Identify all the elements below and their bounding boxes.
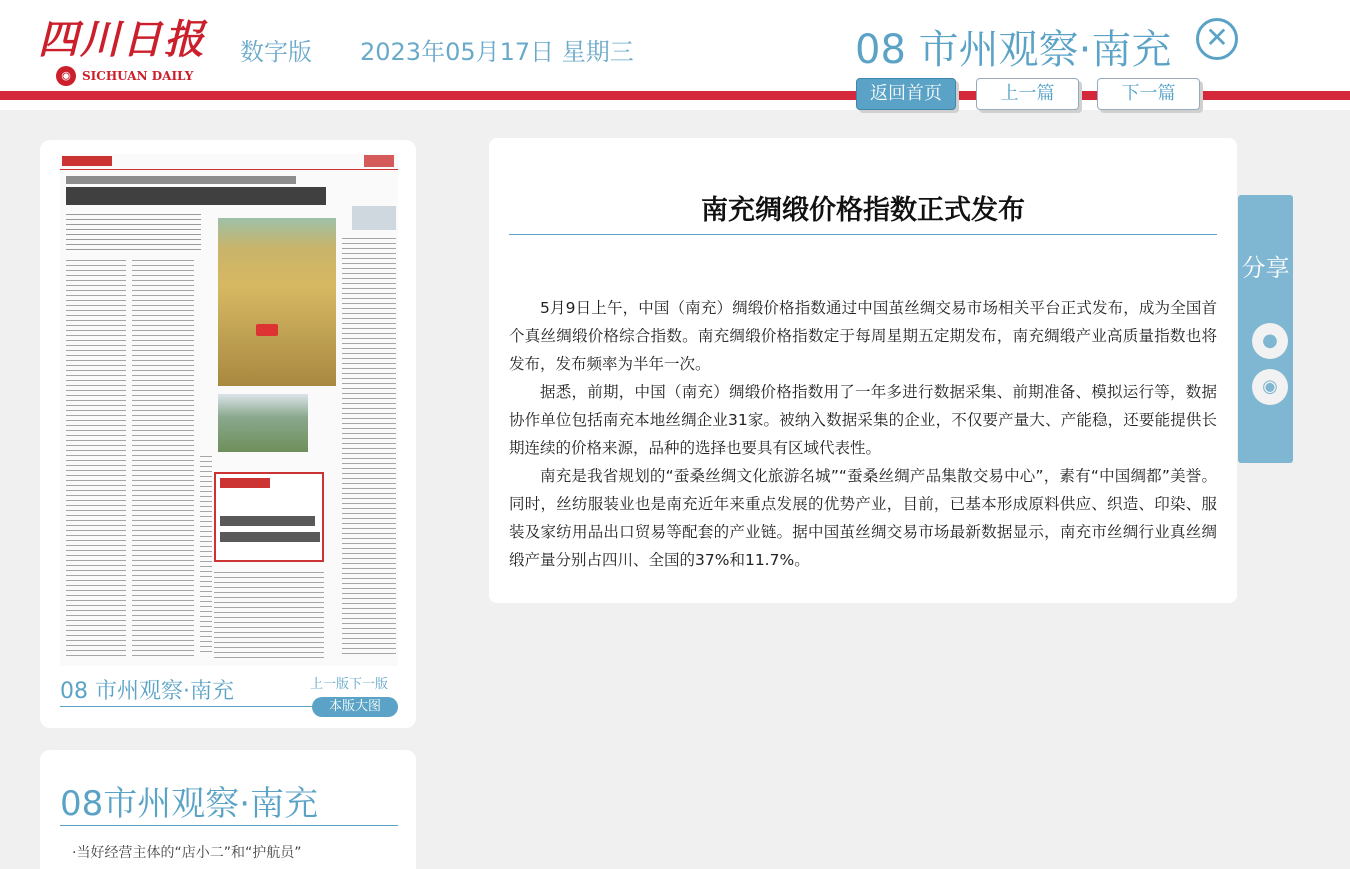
close-icon[interactable]: ✕ <box>1196 18 1238 60</box>
page-thumbnail-card <box>40 140 416 728</box>
logo-english-row <box>56 66 193 86</box>
section-title: 08 市州观察·南充 <box>855 27 1172 73</box>
article-list-divider <box>60 825 398 826</box>
article-list-card <box>40 750 416 869</box>
article-paragraph: 据悉，前期，中国（南充）绸缎价格指数用了一年多进行数据采集、前期准备、模拟运行等，数据协作单位包括南充本地丝绸企业31家。被纳入数据采集的企业，不仅要产量大、产能稳，还要能提供长期连续的价格来源，品种的选择也要具有区域代表性。 <box>509 383 1217 457</box>
logo-chinese-text: 四川日报 <box>38 16 206 63</box>
share-panel <box>1238 195 1293 463</box>
newspaper-emblem-icon: ◉ <box>56 66 76 86</box>
article-title-divider <box>509 234 1217 235</box>
article-body <box>509 294 1217 574</box>
sichuan-daily-logo[interactable] <box>38 8 208 88</box>
harvester-in-photo <box>256 324 278 336</box>
paper-column-text <box>214 570 324 658</box>
article-paragraph: 南充是我省规划的“蚕桑丝绸文化旅游名城”“蚕桑丝绸产品集散交易中心”，素有“中国绸都”美誉。同时，丝纺服装业也是南充近年来重点发展的优势产业，目前，已基本形成原料供应、织造、印染、服装及家纺用品出口贸易等配套的产业链。据中国茧丝绸交易市场最新数据显示，南充市丝绸行业真丝绸缎产量分别占四川、全国的37%和11.7%。 <box>509 467 1217 569</box>
paper-column-text <box>342 236 396 656</box>
paper-headline <box>66 187 326 205</box>
promo-tag <box>220 478 270 488</box>
side-article-image <box>352 206 396 230</box>
promo-headline-line <box>220 532 320 542</box>
article-title: 南充绸缎价格指数正式发布 <box>701 195 1025 226</box>
wechat-icon[interactable]: ● <box>1252 323 1288 359</box>
share-label: 分享 <box>1241 254 1290 282</box>
edition-label: 数字版 <box>240 38 312 66</box>
promo-box <box>214 472 324 562</box>
promo-headline-line <box>220 516 315 526</box>
page-large-view-button[interactable]: 本版大图 <box>312 697 398 717</box>
article-list-item[interactable]: ·当好经营主体的“店小二”和“护航员” <box>72 845 302 861</box>
newspaper-page-thumbnail[interactable] <box>60 154 398 666</box>
paper-section-tag <box>62 156 112 166</box>
prev-next-page-links[interactable]: 上一版下一版 <box>310 677 389 692</box>
thumbnail-section-label: 08 市州观察·南充 <box>60 679 234 704</box>
paper-column-text <box>200 454 212 654</box>
issue-date: 2023年05月17日 星期三 <box>360 38 634 66</box>
logo-english-text: SICHUAN DAILY <box>82 69 194 83</box>
article-paragraph: 5月9日上午，中国（南充）绸缎价格指数通过中国茧丝绸交易市场相关平台正式发布，成为全国首个真丝绸缎价格综合指数。南充绸缎价格指数定于每周星期五定期发布，南充绸缎产业高质量指数也将发布，发布频率为半年一次。 <box>509 299 1217 373</box>
paper-column-text <box>66 258 126 658</box>
paper-masthead-logo <box>364 155 394 167</box>
rice-harvest-photo <box>218 218 336 386</box>
paper-header-rule <box>60 154 398 170</box>
paper-lede-text <box>66 212 201 252</box>
paper-kicker-line <box>66 176 296 184</box>
farmers-field-photo <box>218 394 308 452</box>
article-card <box>489 138 1237 603</box>
article-list-title: 08市州观察·南充 <box>60 784 319 824</box>
next-article-button[interactable]: 下一篇 <box>1097 78 1200 110</box>
weibo-icon[interactable]: ◉ <box>1252 369 1288 405</box>
paper-column-text <box>132 258 194 658</box>
previous-article-button[interactable]: 上一篇 <box>976 78 1079 110</box>
back-home-button[interactable]: 返回首页 <box>856 78 956 110</box>
